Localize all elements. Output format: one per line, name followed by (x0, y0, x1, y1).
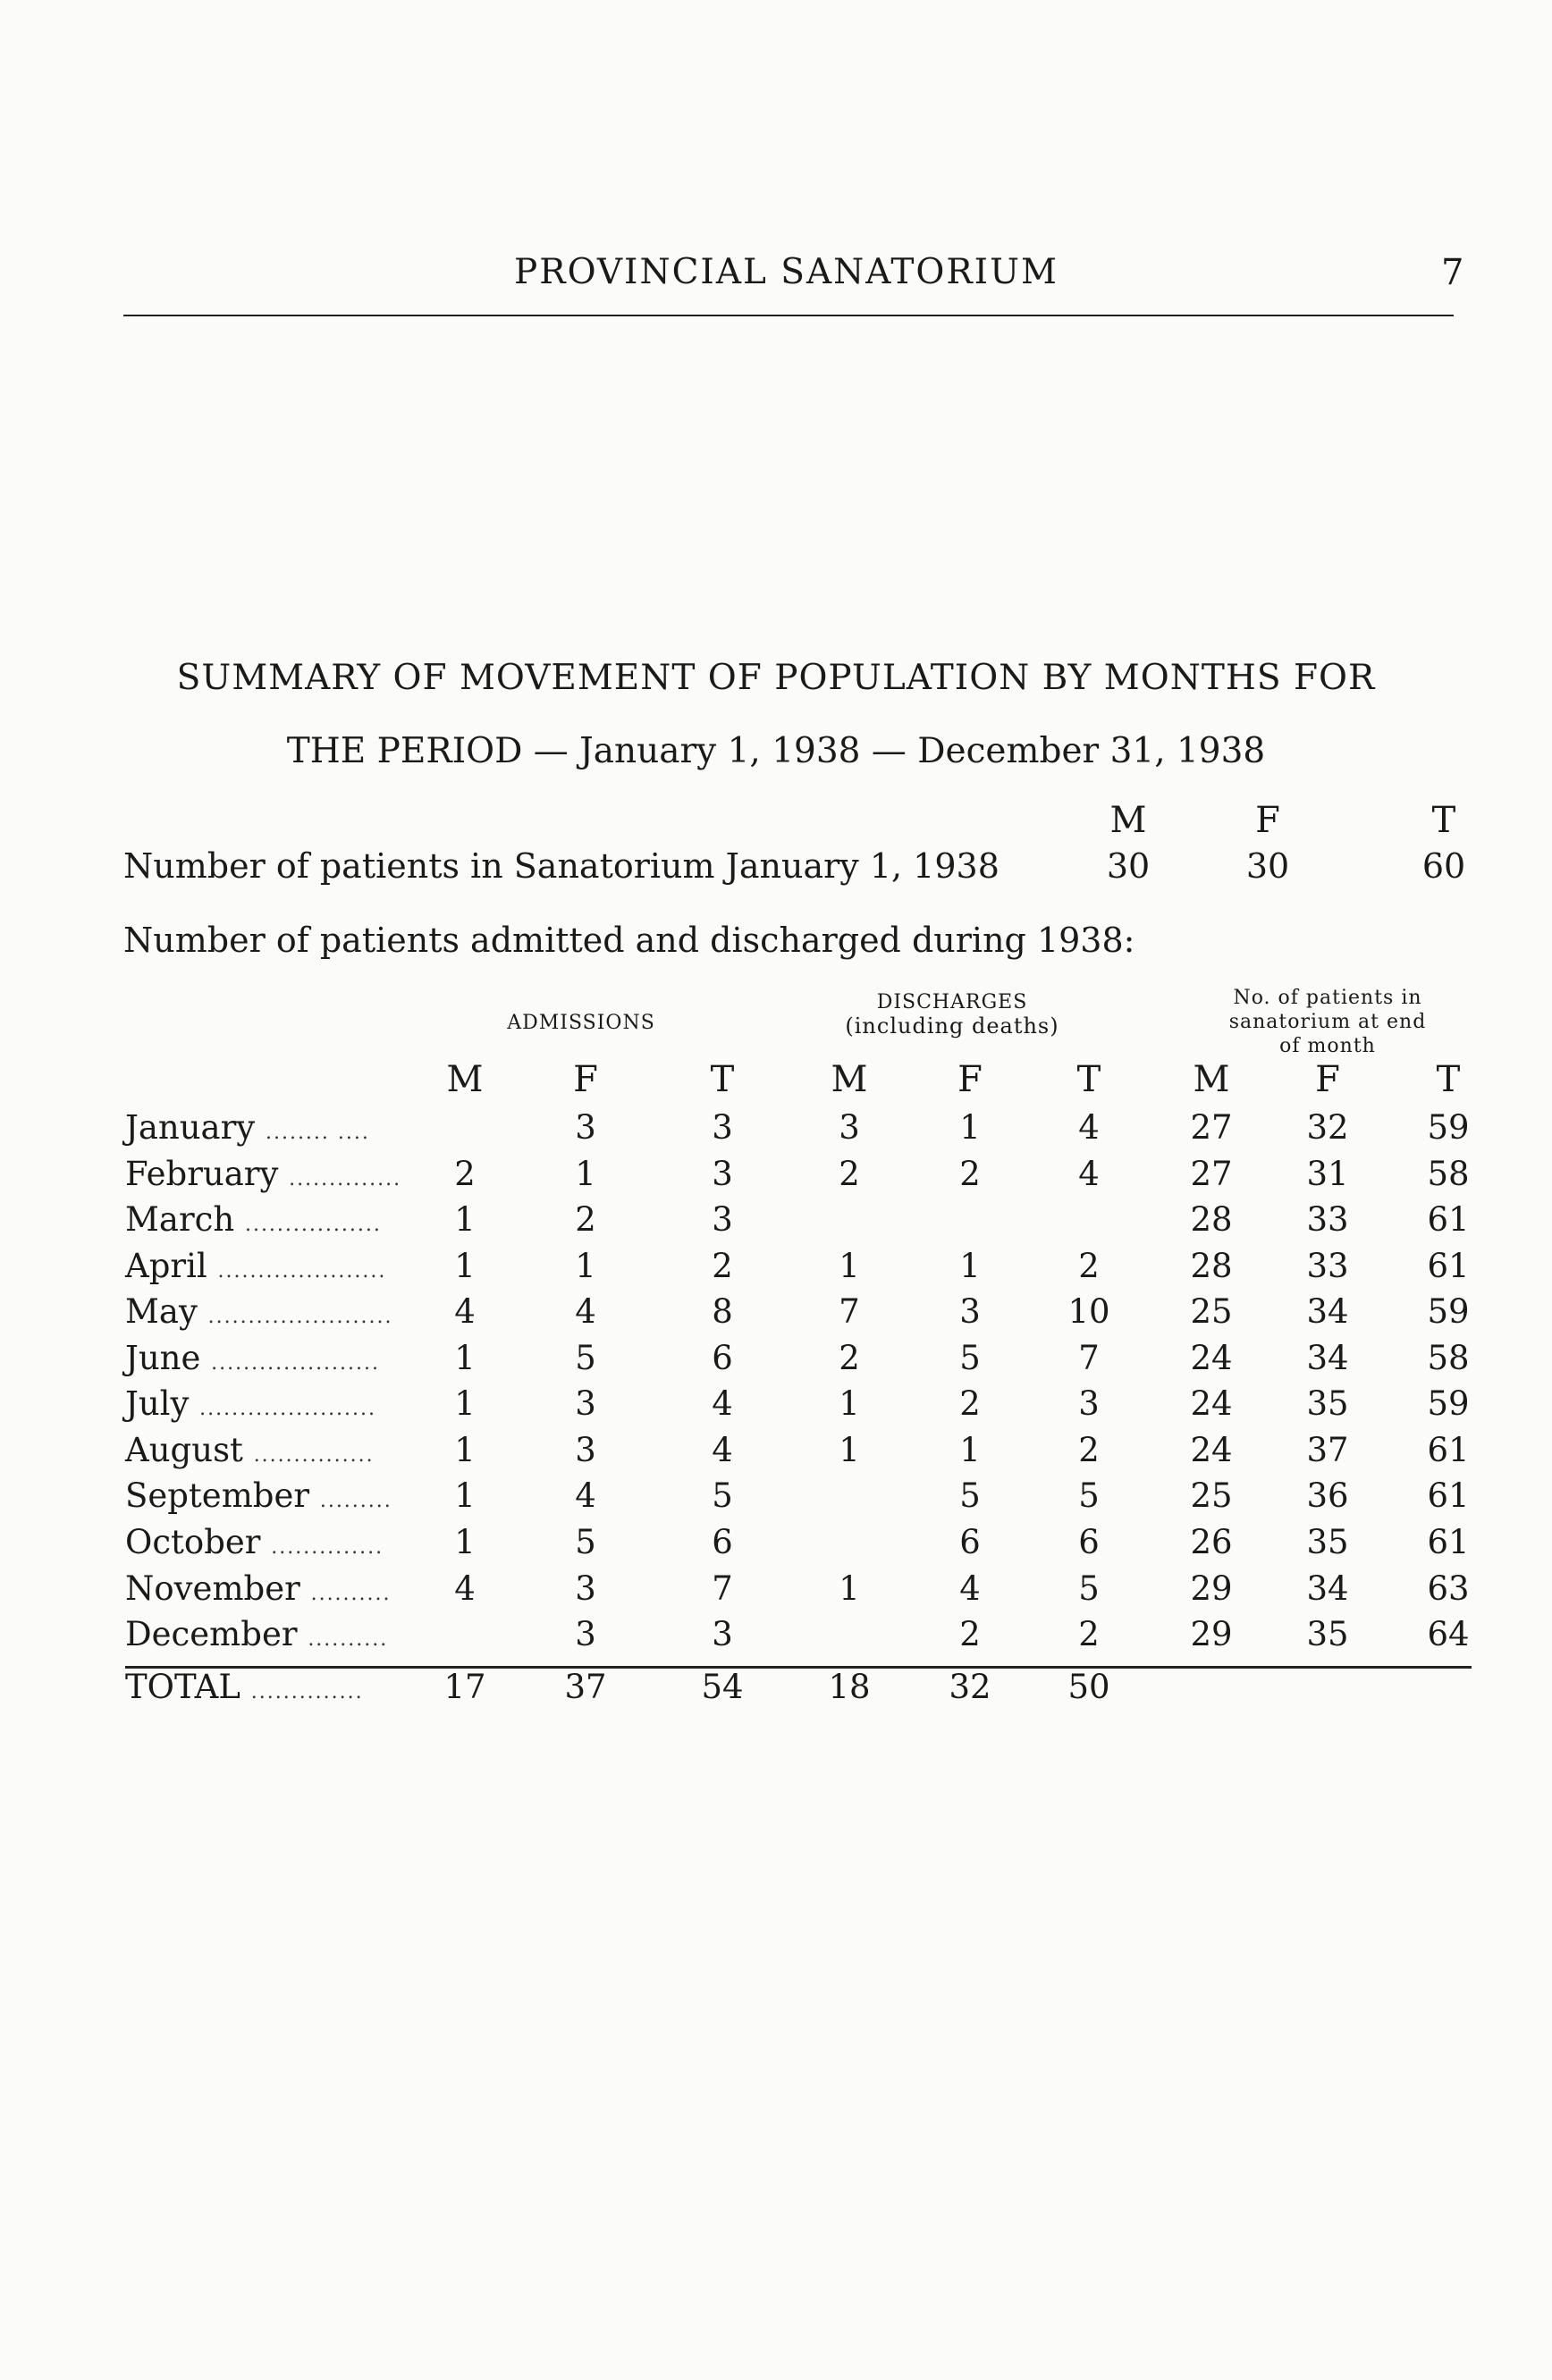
group-header-admissions (474, 1011, 688, 1035)
census-label-line-1: No. of patients in (1233, 987, 1422, 1009)
dot-leader: .......... (308, 1628, 389, 1651)
table-cell: 3 (959, 1292, 981, 1331)
table-cell: 50 (1067, 1668, 1110, 1706)
table-cell: 3 (839, 1108, 860, 1147)
column-subheader: T (710, 1059, 735, 1100)
table-cell: 1 (959, 1247, 981, 1285)
month-label (125, 1292, 392, 1331)
table-cell: 33 (1306, 1200, 1349, 1239)
dot-leader: .............. (250, 1681, 364, 1703)
table-cell: 3 (575, 1615, 596, 1653)
month-label (125, 1339, 380, 1377)
row-label-text: June (125, 1339, 201, 1377)
table-cell: 31 (1306, 1155, 1349, 1193)
table-cell: 27 (1190, 1155, 1233, 1193)
dot-leader: ............... (253, 1444, 375, 1467)
dot-leader: .............. (271, 1536, 384, 1559)
table-cell: 6 (959, 1523, 981, 1561)
table-cell: 1 (839, 1431, 860, 1469)
table-cell: 61 (1427, 1247, 1470, 1285)
table-cell: 3 (1078, 1384, 1100, 1423)
table-cell: 25 (1190, 1292, 1233, 1331)
discharges-sublabel: (including deaths) (845, 1013, 1059, 1039)
row-label-text: July (125, 1384, 190, 1423)
table-cell: 2 (959, 1155, 981, 1193)
dot-leader: ..................... (211, 1352, 381, 1375)
row-label-text: September (125, 1476, 310, 1515)
table-cell: 2 (959, 1615, 981, 1653)
table-cell: 61 (1427, 1523, 1470, 1561)
census-label-line-2: sanatorium at end (1228, 1011, 1427, 1033)
table-cell: 1 (575, 1247, 596, 1285)
table-cell: 27 (1190, 1108, 1233, 1147)
table-cell: 3 (712, 1108, 733, 1147)
month-label (125, 1615, 388, 1653)
month-label (125, 1523, 384, 1561)
table-cell: 4 (1078, 1108, 1100, 1147)
census-label-line-3: of month (1279, 1035, 1376, 1057)
table-cell: 4 (575, 1476, 596, 1515)
table-row (0, 1615, 1552, 1661)
table-cell: 25 (1190, 1476, 1233, 1515)
table-cell: 4 (712, 1431, 733, 1469)
table-row (0, 1523, 1552, 1569)
column-subheader: F (573, 1059, 598, 1100)
table-row (0, 1155, 1552, 1201)
table-cell: 5 (575, 1339, 596, 1377)
table-row (0, 1108, 1552, 1155)
table-cell: 26 (1190, 1523, 1233, 1561)
table-cell: 35 (1306, 1384, 1349, 1423)
table-row (0, 1569, 1552, 1616)
dot-leader: .............. (289, 1168, 402, 1190)
month-label (125, 1247, 386, 1285)
table-cell: 1 (839, 1569, 860, 1608)
table-cell: 1 (454, 1384, 476, 1423)
table-cell: 2 (712, 1247, 733, 1285)
column-subheader: M (831, 1059, 868, 1100)
dot-leader: ...................... (199, 1398, 377, 1420)
dot-leader: ......... (319, 1490, 392, 1512)
row-label-text: October (125, 1523, 261, 1561)
group-header-discharges (809, 990, 1095, 1039)
month-label (125, 1108, 370, 1147)
table-cell: 34 (1306, 1569, 1349, 1608)
dot-leader: .......... (310, 1583, 392, 1605)
table-cell: 61 (1427, 1431, 1470, 1469)
table-cell: 4 (454, 1292, 476, 1331)
table-cell: 5 (959, 1339, 981, 1377)
table-row (0, 1339, 1552, 1385)
table-row (0, 1476, 1552, 1523)
table-cell: 6 (1078, 1523, 1100, 1561)
column-subheader: M (1193, 1059, 1230, 1100)
table-cell: 1 (839, 1384, 860, 1423)
table-cell: 24 (1190, 1384, 1233, 1423)
total-row (0, 1668, 1552, 1714)
table-cell: 3 (575, 1431, 596, 1469)
table-cell: 4 (575, 1292, 596, 1331)
row-label-text: August (125, 1431, 243, 1469)
row-label-text: January (125, 1108, 256, 1147)
table-cell: 58 (1427, 1155, 1470, 1193)
dot-leader: ................. (244, 1214, 382, 1236)
table-cell: 2 (839, 1339, 860, 1377)
month-label (125, 1569, 392, 1608)
row-label-text: TOTAL (125, 1668, 240, 1706)
table-cell: 33 (1306, 1247, 1349, 1285)
table-cell: 5 (1078, 1569, 1100, 1608)
initial-count-label: Number of patients in Sanatorium January 1, 1938 (123, 846, 1000, 886)
table-cell: 5 (712, 1476, 733, 1515)
row-label-text: March (125, 1200, 235, 1239)
table-cell: 3 (712, 1155, 733, 1193)
table-cell: 1 (454, 1523, 476, 1561)
table-cell: 35 (1306, 1523, 1349, 1561)
month-label (125, 1431, 375, 1469)
page-number: 7 (1441, 252, 1464, 293)
summary-title-line-1: SUMMARY OF MOVEMENT OF POPULATION BY MONTHS FOR (176, 658, 1376, 698)
table-cell: 2 (1078, 1615, 1100, 1653)
table-cell: 5 (575, 1523, 596, 1561)
table-row (0, 1431, 1552, 1477)
table-cell: 34 (1306, 1339, 1349, 1377)
discharges-label: DISCHARGES (876, 991, 1028, 1013)
summary-title-line-2: THE PERIOD — January 1, 1938 — December 31, 1938 (286, 731, 1266, 771)
table-cell: 64 (1427, 1615, 1470, 1653)
table-row (0, 1200, 1552, 1247)
month-label (125, 1155, 401, 1193)
initial-header-f: F (1255, 800, 1280, 841)
table-cell: 6 (712, 1523, 733, 1561)
table-cell: 7 (712, 1569, 733, 1608)
table-cell: 37 (564, 1668, 607, 1706)
table-cell: 35 (1306, 1615, 1349, 1653)
total-rule (125, 1666, 1472, 1669)
table-cell: 34 (1306, 1292, 1349, 1331)
table-cell: 29 (1190, 1569, 1233, 1608)
table-cell: 1 (454, 1476, 476, 1515)
column-subheader: F (1315, 1059, 1340, 1100)
table-cell: 2 (839, 1155, 860, 1193)
table-cell: 3 (575, 1108, 596, 1147)
dot-leader: ....................... (207, 1306, 393, 1328)
table-cell: 7 (839, 1292, 860, 1331)
table-cell: 58 (1427, 1339, 1470, 1377)
month-label (125, 1200, 382, 1239)
group-header-census (1194, 986, 1462, 1058)
table-cell: 18 (828, 1668, 871, 1706)
table-cell: 63 (1427, 1569, 1470, 1608)
month-label (125, 1476, 392, 1515)
table-cell: 28 (1190, 1200, 1233, 1239)
table-cell: 2 (1078, 1431, 1100, 1469)
row-label-text: April (125, 1247, 207, 1285)
initial-header-t: T (1431, 800, 1456, 841)
table-cell: 59 (1427, 1108, 1470, 1147)
table-cell: 17 (443, 1668, 486, 1706)
column-subheader: F (957, 1059, 983, 1100)
row-label-text: May (125, 1292, 198, 1331)
table-cell: 1 (959, 1108, 981, 1147)
table-cell: 5 (1078, 1476, 1100, 1515)
table-cell: 61 (1427, 1476, 1470, 1515)
table-cell: 1 (959, 1431, 981, 1469)
table-row (0, 1384, 1552, 1431)
dot-leader: ........ .... (265, 1122, 370, 1144)
table-cell: 4 (959, 1569, 981, 1608)
table-cell: 4 (712, 1384, 733, 1423)
month-label (125, 1384, 376, 1423)
table-cell: 2 (454, 1155, 476, 1193)
row-label-text: February (125, 1155, 279, 1193)
table-cell: 59 (1427, 1292, 1470, 1331)
column-subheader: T (1436, 1059, 1461, 1100)
table-cell: 1 (839, 1247, 860, 1285)
initial-header-m: M (1109, 800, 1147, 841)
column-subheader: M (446, 1059, 484, 1100)
initial-count-headers (0, 800, 1552, 845)
running-head (0, 252, 1552, 297)
table-cell: 1 (454, 1247, 476, 1285)
table-cell: 36 (1306, 1476, 1349, 1515)
running-head-title: PROVINCIAL SANATORIUM (514, 252, 1059, 292)
table-cell: 32 (949, 1668, 991, 1706)
table-cell: 32 (1306, 1108, 1349, 1147)
table-cell: 59 (1427, 1384, 1470, 1423)
table-cell: 3 (575, 1569, 596, 1608)
table-cell: 5 (959, 1476, 981, 1515)
row-label-text: December (125, 1615, 298, 1653)
column-subheader: T (1076, 1059, 1101, 1100)
month-label (125, 1668, 364, 1706)
table-cell: 61 (1427, 1200, 1470, 1239)
table-cell: 1 (454, 1200, 476, 1239)
table-cell: 3 (575, 1384, 596, 1423)
admitted-discharged-intro: Number of patients admitted and discharged during 1938: (123, 921, 1135, 960)
table-cell: 6 (712, 1339, 733, 1377)
table-cell: 1 (454, 1339, 476, 1377)
initial-value-f: 30 (1245, 846, 1290, 886)
table-cell: 7 (1078, 1339, 1100, 1377)
header-rule (123, 315, 1454, 316)
table-row (0, 1292, 1552, 1339)
table-cell: 1 (454, 1431, 476, 1469)
table-cell: 24 (1190, 1431, 1233, 1469)
table-cell: 4 (1078, 1155, 1100, 1193)
table-cell: 28 (1190, 1247, 1233, 1285)
table-cell: 4 (454, 1569, 476, 1608)
table-cell: 3 (712, 1200, 733, 1239)
table-cell: 3 (712, 1615, 733, 1653)
initial-value-m: 30 (1106, 846, 1151, 886)
dot-leader: ..................... (217, 1260, 387, 1283)
table-cell: 29 (1190, 1615, 1233, 1653)
table-cell: 24 (1190, 1339, 1233, 1377)
table-cell: 8 (712, 1292, 733, 1331)
table-cell: 54 (701, 1668, 744, 1706)
table-cell: 2 (959, 1384, 981, 1423)
table-cell: 1 (575, 1155, 596, 1193)
table-row (0, 1247, 1552, 1293)
initial-count-row (0, 846, 1552, 891)
admissions-label: ADMISSIONS (507, 1012, 655, 1034)
row-label-text: November (125, 1569, 300, 1608)
table-cell: 10 (1067, 1292, 1110, 1331)
table-cell: 37 (1306, 1431, 1349, 1469)
initial-value-t: 60 (1421, 846, 1466, 886)
table-cell: 2 (1078, 1247, 1100, 1285)
table-cell: 2 (575, 1200, 596, 1239)
